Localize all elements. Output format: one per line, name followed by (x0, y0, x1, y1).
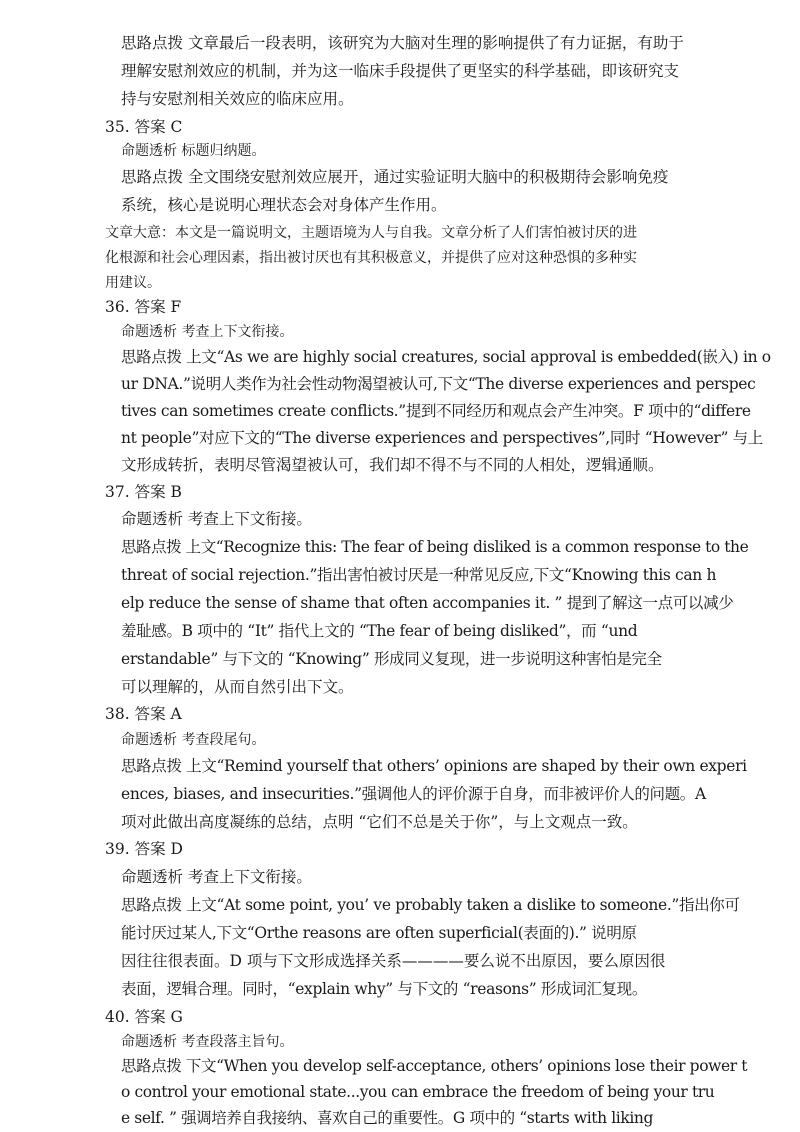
text-line: 项对此做出高度凝练的总结，点明 “它们不总是关于你”，与上文观点一致。 (121, 813, 638, 831)
text-line: 命题透析 标题归纳题。 (121, 143, 266, 159)
text-line: 命题透析 考查段落主旨句。 (121, 1034, 294, 1050)
text-line: 思路点拨 上文“Remind yourself that others’ opinions are shaped by their own experi (121, 757, 747, 775)
text-line: 理解安慰剂效应的机制，并为这一临床手段提供了更坚实的科学基础，即该研究支 (121, 62, 680, 80)
article-summary-line: 化根源和社会心理因素，指出被讨厌也有其积极意义，并提供了应对这种恐惧的多种实 (105, 250, 637, 266)
text-line: 命题透析 考查段尾句。 (121, 732, 266, 748)
question-answer-39: 39. 答案 D (105, 840, 183, 858)
text-line: ences, biases, and insecurities.”强调他人的评价源于自身，而非被评价人的问题。A (121, 785, 706, 803)
text-line: 能讨厌过某人,下文“Orthe reasons are often superficial(表面的).” 说明原 (121, 924, 637, 942)
article-summary-line: 用建议。 (105, 275, 161, 291)
text-line: 命题透析 考查上下文衔接。 (121, 324, 294, 340)
text-line: e self. ” 强调培养自我接纳、喜欢自己的重要性。G 项中的 “starts with liking (121, 1109, 654, 1127)
text-line: 思路点拨 上文“Recognize this: The fear of being disliked is a common response to the (121, 538, 749, 556)
text-line: 命题透析 考查上下文衔接。 (121, 868, 312, 886)
text-line: nt people”对应下文的“The diverse experiences and perspectives”,同时 “However” 与上 (121, 429, 763, 447)
question-answer-40: 40. 答案 G (105, 1008, 183, 1026)
question-answer-36: 36. 答案 F (105, 298, 182, 316)
text-line: o control your emotional state...you can embrace the freedom of being your tru (121, 1083, 715, 1101)
text-line: tives can sometimes create conflicts.”提到不同经历和观点会产生冲突。F 项中的“differe (121, 402, 751, 420)
text-line: 思路点拨 文章最后一段表明，该研究为大脑对生理的影响提供了有力证据，有助于 (121, 34, 684, 52)
text-line: erstandable” 与下文的 “Knowing” 形成同义复现，进一步说明这种害怕是完全 (121, 650, 662, 668)
text-line: 表面，逻辑合理。同时，“explain why” 与下文的 “reasons” 形成词汇复现。 (121, 980, 647, 998)
text-line: 思路点拨 上文“At some point, you’ ve probably taken a dislike to someone.”指出你可 (121, 896, 740, 914)
text-line: 可以理解的，从而自然引出下文。 (121, 678, 354, 696)
article-summary-line: 文章大意：本文是一篇说明文，主题语境为人与自我。文章分析了人们害怕被讨厌的进 (105, 225, 637, 241)
text-line: 思路点拨 上文“As we are highly social creatures, social approval is embedded(嵌入) in o (121, 348, 771, 366)
text-line: 羞耻感。B 项中的 “It” 指代上文的 “The fear of being disliked”，而 “und (121, 622, 638, 640)
text-line: 思路点拨 下文“When you develop self-acceptance, others’ opinions lose their power t (121, 1057, 748, 1075)
text-line: 思路点拨 全文围绕安慰剂效应展开，通过实验证明大脑中的积极期待会影响免疫 (121, 168, 669, 186)
question-answer-37: 37. 答案 B (105, 483, 182, 501)
text-line: 命题透析 考查上下文衔接。 (121, 510, 312, 528)
text-line: 文形成转折，表明尽管渴望被认可，我们却不得不与不同的人相处，逻辑通顺。 (121, 456, 664, 474)
text-line: threat of social rejection.”指出害怕被讨厌是一种常见反应,下文“Knowing this can h (121, 566, 717, 584)
question-answer-38: 38. 答案 A (105, 705, 182, 723)
text-line: 因往往很表面。D 项与下文形成选择关系————要么说不出原因，要么原因很 (121, 952, 666, 970)
text-line: 持与安慰剂相关效应的临床应用。 (121, 90, 354, 108)
question-answer-35: 35. 答案 C (105, 118, 183, 136)
text-line: ur DNA.”说明人类作为社会性动物渴望被认可,下文“The diverse experiences and perspec (121, 375, 756, 393)
text-line: 系统，核心是说明心理状态会对身体产生作用。 (121, 196, 447, 214)
text-line: elp reduce the sense of shame that often accompanies it. ” 提到了解这一点可以减少 (121, 594, 734, 612)
